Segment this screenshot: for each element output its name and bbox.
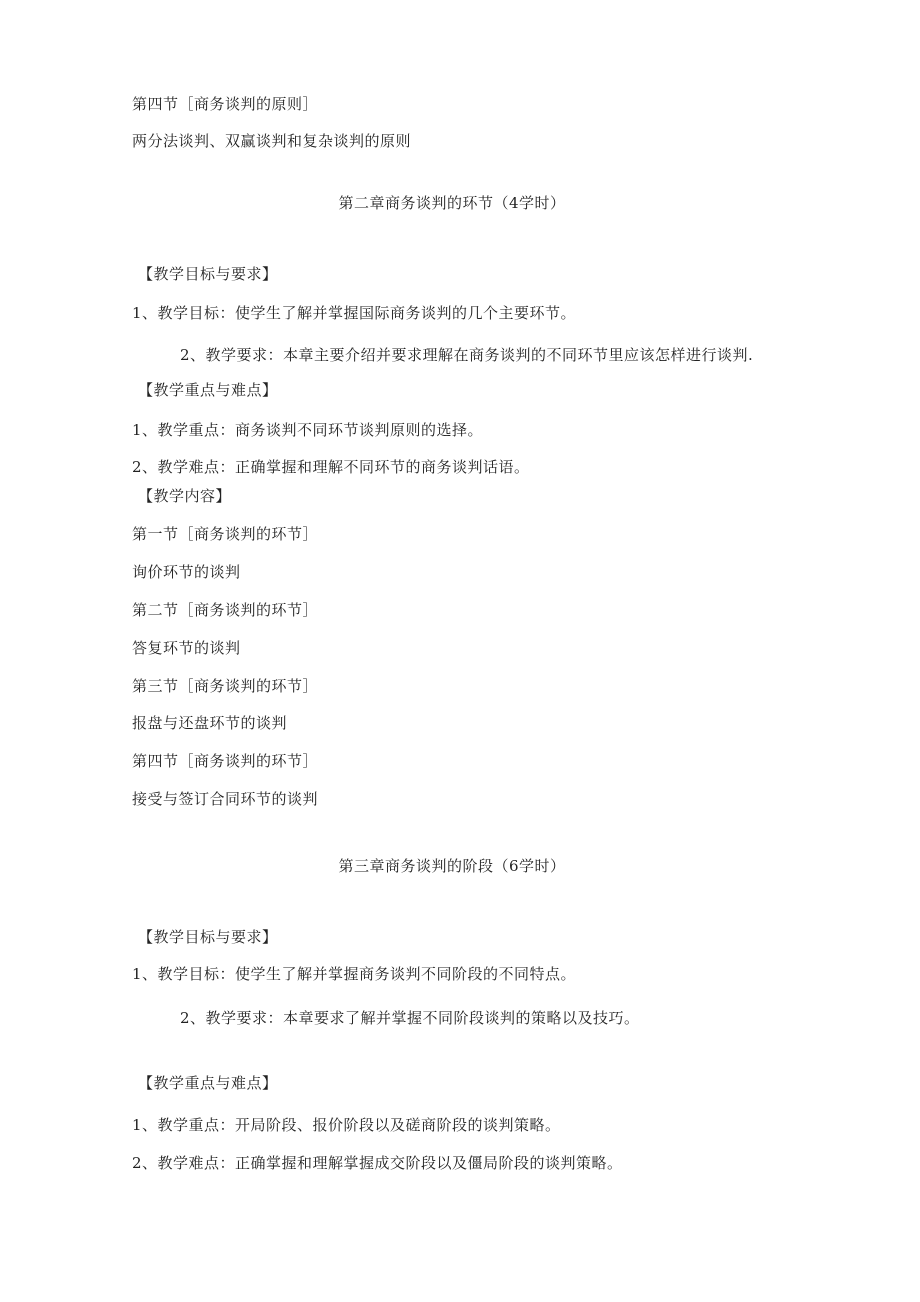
teaching-key-point: 1、教学重点：商务谈判不同环节谈判原则的选择。 <box>132 421 484 439</box>
section-heading: 第二节［商务谈判的环节］ <box>132 601 319 619</box>
section-text: 询价环节的谈判 <box>132 563 241 581</box>
section-text: 报盘与还盘环节的谈判 <box>132 714 288 732</box>
keys-heading: 【教学重点与难点】 <box>138 1074 278 1092</box>
keys-heading: 【教学重点与难点】 <box>138 381 278 399</box>
teaching-goal: 1、教学目标：使学生了解并掌握国际商务谈判的几个主要环节。 <box>132 304 577 322</box>
teaching-requirement: 2、教学要求：本章主要介绍并要求理解在商务谈判的不同环节里应该怎样进行谈判. <box>180 346 754 364</box>
teaching-requirement: 2、教学要求：本章要求了解并掌握不同阶段谈判的策略以及技巧。 <box>180 1009 640 1027</box>
section-heading: 第四节［商务谈判的环节］ <box>132 752 319 770</box>
section-text: 答复环节的谈判 <box>132 639 241 657</box>
chapter-title: 第三章商务谈判的阶段（6学时） <box>338 857 566 875</box>
chapter-title: 第二章商务谈判的环节（4学时） <box>338 194 566 212</box>
teaching-difficulty: 2、教学难点：正确掌握和理解掌握成交阶段以及僵局阶段的谈判策略。 <box>132 1154 623 1172</box>
section-heading: 第三节［商务谈判的环节］ <box>132 677 319 695</box>
teaching-key-point: 1、教学重点：开局阶段、报价阶段以及磋商阶段的谈判策略。 <box>132 1116 561 1134</box>
section-heading: 第一节［商务谈判的环节］ <box>132 525 319 543</box>
content-heading: 【教学内容】 <box>138 487 232 505</box>
section-text: 两分法谈判、双赢谈判和复杂谈判的原则 <box>132 132 412 150</box>
goals-heading: 【教学目标与要求】 <box>138 265 278 283</box>
section-heading: 第四节［商务谈判的原则］ <box>132 95 319 113</box>
teaching-goal: 1、教学目标：使学生了解并掌握商务谈判不同阶段的不同特点。 <box>132 965 577 983</box>
section-text: 接受与签订合同环节的谈判 <box>132 790 319 808</box>
teaching-difficulty: 2、教学难点：正确掌握和理解不同环节的商务谈判话语。 <box>132 458 530 476</box>
goals-heading: 【教学目标与要求】 <box>138 928 278 946</box>
